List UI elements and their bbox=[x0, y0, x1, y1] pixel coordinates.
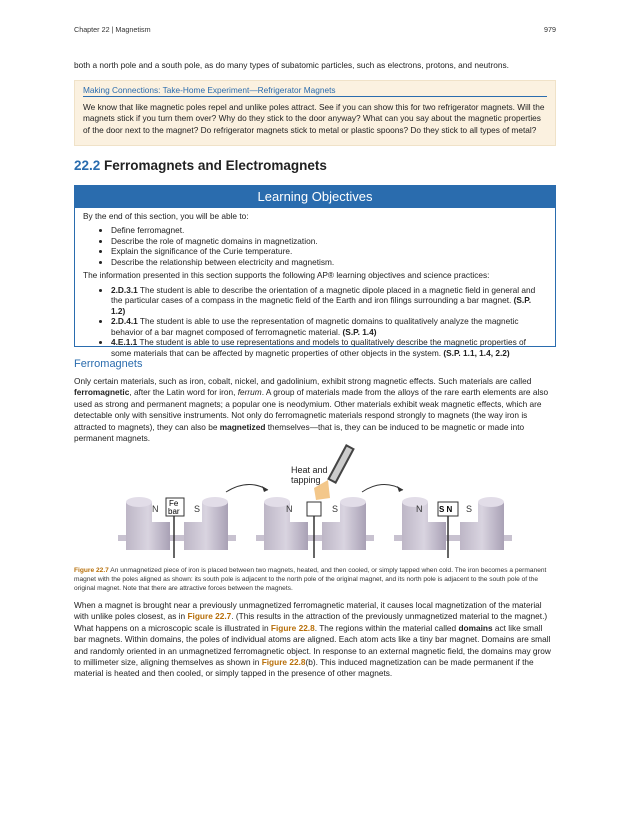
text-run: When a magnet is brought near a previously unmagnetized ferromagnetic material, it causes local magnetization of the material with unlike poles closest, as in bbox=[74, 600, 542, 622]
ap-sp: (S.P. 1.2) bbox=[111, 295, 531, 316]
figure-22-7 bbox=[118, 440, 518, 564]
callout-title: Making Connections: Take-Home Experiment—Refrigerator Magnets bbox=[83, 85, 547, 97]
callout-body: We know that like magnetic poles repel and unlike poles attract. See if you can show this for two refrigerator magnets. Will the magnets stick if you turn them over? Why do they stick to the door anyway? What can you say about the magnetic properties of the door next to the magnet? Do refrigerator magnets stick to metal or plastic spoons? Do they stick to all types of metal? bbox=[83, 102, 545, 135]
pole-label: S bbox=[194, 504, 201, 514]
bold-term: magnetized bbox=[219, 421, 266, 432]
list-item bbox=[111, 285, 547, 317]
learning-objectives-box bbox=[74, 185, 556, 358]
ap-sp: (S.P. 1.1, 1.4, 2.2) bbox=[443, 347, 510, 358]
running-header-chapter: Chapter 22 | Magnetism bbox=[74, 25, 151, 34]
text-run: themselves—that is, they can be induced to be magnetic or made into permanent magnets. bbox=[74, 421, 525, 444]
pole-label: S bbox=[466, 504, 473, 514]
text-run: . The regions within the material called bbox=[314, 622, 459, 633]
text-run: Only certain materials, such as iron, cobalt, nickel, and gadolinium, exhibit strong magnetic effects. Such materials are called bbox=[74, 376, 532, 386]
ap-text: The student is able to use representations and models to qualitatively describe the magnetic properties of some materials that can be affected by magnetic properties of other objects in the system. bbox=[111, 337, 526, 358]
lo-list bbox=[83, 225, 547, 267]
bar-label: bar bbox=[168, 507, 180, 516]
ap-lead: The information presented in this section supports the following AP® learning objectives and science practices: bbox=[83, 270, 490, 281]
callout-box bbox=[74, 80, 556, 146]
ap-code: 4.E.1.1 bbox=[111, 337, 138, 348]
list-item: • Explain the significance of the Curie temperature. bbox=[111, 246, 547, 257]
figure-caption bbox=[74, 566, 556, 594]
arrow-icon bbox=[362, 484, 403, 492]
heat-label-2: tapping bbox=[291, 475, 321, 485]
ap-sp: (S.P. 1.4) bbox=[342, 326, 377, 337]
list-item: • Define ferromagnet. bbox=[111, 225, 547, 236]
ap-text: The student is able to use the representation of magnetic domains to qualitatively analyze the magnetic behavior of a bar magnet composed of ferromagnetic material. bbox=[111, 316, 519, 337]
arrow-icon bbox=[226, 484, 268, 492]
italic-term: ferrum bbox=[237, 387, 262, 398]
magnet-pair-3 bbox=[394, 497, 512, 558]
magnet-pair-1 bbox=[118, 497, 236, 558]
bold-term: domains bbox=[458, 622, 493, 633]
text-run: , after the Latin word for iron, bbox=[129, 387, 238, 398]
figure-label: Figure 22.7 bbox=[74, 567, 109, 574]
intro-paragraph: both a north pole and a south pole, as do many types of subatomic particles, such as electrons, protons, and neutrons. bbox=[74, 60, 509, 70]
fe-label: Fe bbox=[169, 499, 179, 508]
text-run: . (This results in the attraction of the previously unmagnetized material to the magnet.) What happens on a microscopic scale is illustrated in bbox=[74, 611, 548, 633]
final-paragraph bbox=[74, 600, 556, 680]
learning-objectives-heading: Learning Objectives bbox=[75, 186, 555, 208]
ap-text: The student is able to describe the orientation of a magnetic dipole placed in a magnetic field in general and the particular cases of a compass in the magnetic field of the Earth and iron filings surrounding a bar magnet. bbox=[111, 284, 536, 306]
list-item bbox=[111, 316, 547, 337]
section-title bbox=[74, 158, 327, 173]
ap-list bbox=[83, 285, 547, 359]
bold-term: ferromagnetic bbox=[74, 387, 130, 398]
figure-link[interactable]: Figure 22.8 bbox=[261, 657, 306, 668]
figure-link[interactable]: Figure 22.8 bbox=[270, 622, 315, 633]
pole-label: N bbox=[416, 504, 423, 514]
lo-lead: By the end of this section, you will be able to: bbox=[83, 211, 249, 221]
text-run: act like small bar magnets. Within domains, the poles of individual atoms are aligned. Each atom acts like a tiny bar magnet. Domains are small and randomly oriented in an unmagnetized ferromagnetic object. In response to an external magnetic field, the domains may grow to millimeter size, aligning themselves as shown in bbox=[74, 622, 551, 668]
pole-label: N bbox=[152, 504, 159, 514]
text-run: . A group of materials made from the alloys of the rare earth elements are also used as strong and permanent magnets; a popular one is neodymium. Other materials exhibit weak magnetic effects, which are detectable only with sensitive instruments. Not only do ferromagnetic materials respond strongly to magnets (the way iron is attracted to magnets), they can also be bbox=[74, 387, 549, 432]
list-item bbox=[111, 337, 547, 358]
text-run: (b). This induced magnetization can be made permanent if the material is heated and then cooled, or simply tapped in the presence of other magnets. bbox=[74, 657, 534, 679]
caption-text: An unmagnetized piece of iron is placed between two magnets, heated, and then cooled, or simply tapped when cold. The iron becomes a permanent magnet with the poles aligned as shown: its south pole is adjacent to the north pole of the original magnet, and its north pole is adjacent to the south pole of the original magnet. Note that there are attractive forces between the magnets. bbox=[74, 567, 547, 593]
page-number: 979 bbox=[544, 25, 556, 34]
magnet-pair-2 bbox=[256, 497, 374, 558]
pole-label: N bbox=[286, 504, 293, 514]
sn-label: S N bbox=[439, 505, 453, 514]
pole-label: S bbox=[332, 504, 339, 514]
section-number: 22.2 bbox=[74, 158, 101, 173]
ap-code: 2.D.4.1 bbox=[111, 316, 138, 327]
ap-code: 2.D.3.1 bbox=[111, 284, 138, 295]
ferromagnets-paragraph bbox=[74, 376, 556, 444]
ferromagnets-heading: Ferromagnets bbox=[74, 358, 143, 370]
heat-label-1: Heat and bbox=[291, 465, 328, 475]
list-item: • Describe the role of magnetic domains in magnetization. bbox=[111, 236, 547, 247]
list-item: • Describe the relationship between electricity and magnetism. bbox=[111, 257, 547, 268]
section-title-text: Ferromagnets and Electromagnets bbox=[104, 158, 327, 173]
figure-link[interactable]: Figure 22.7 bbox=[187, 611, 232, 622]
